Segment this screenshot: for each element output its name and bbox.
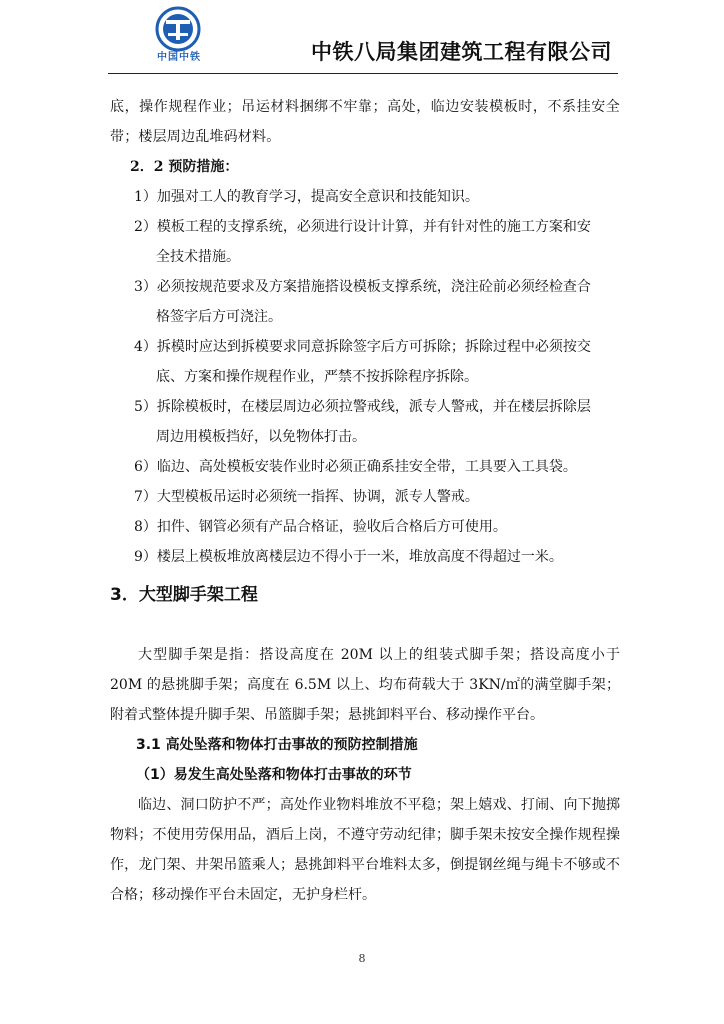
list-item: 1）加强对工人的教育学习，提高安全意识和技能知识。 (134, 189, 479, 205)
page-number: 8 (358, 952, 366, 965)
list-item-continuation: 周边用模板挡好，以免物体打击。 (156, 429, 366, 445)
list-item: 6）临边、高处模板安装作业时必须正确系挂安全带，工具要入工具袋。 (134, 459, 577, 475)
page-header (0, 0, 724, 82)
list-item: 8）扣件、钢管必须有产品合格证，验收后合格后方可使用。 (134, 519, 507, 535)
subsubsection-heading: （1）易发生高处坠落和物体打击事故的环节 (136, 767, 412, 783)
section-title: 3．大型脚手架工程 (110, 585, 258, 605)
company-name: 中铁八局集团建筑工程有限公司 (311, 40, 612, 64)
china-railway-logo (152, 6, 204, 52)
list-item: 4）拆模时应达到拆模要求同意拆除签字后方可拆除；拆除过程中必须按交 (134, 339, 591, 355)
list-item-continuation: 底、方案和操作规程作业，严禁不按拆除程序拆除。 (156, 369, 478, 385)
header-divider (108, 73, 618, 74)
list-item: 3）必须按规范要求及方案措施搭设模板支撑系统，浇注砼前必须经检查合 (134, 279, 591, 295)
list-item: 7）大型模板吊运时必须统一指挥、协调，派专人警戒。 (134, 489, 479, 505)
continuation-paragraph: 底，操作规程作业；吊运材料捆绑不牢靠；高处，临边安装模板时，不系挂安全带；楼层周边乱堆码材料。 (110, 99, 620, 145)
section-paragraph: 大型脚手架是指：搭设高度在 20M 以上的组装式脚手架；搭设高度小于 20M 的悬挑脚手架；高度在 6.5M 以上、均布荷载大于 3KN/㎡的满堂脚手架；附着式整体提升脚手架、吊篮脚手架；悬挑卸料平台、移动操作平台。 (110, 647, 620, 723)
logo-text: 中国中铁 (157, 52, 201, 63)
list-item: 9）楼层上模板堆放离楼层边不得小于一米，堆放高度不得超过一米。 (134, 549, 563, 565)
document-body (110, 92, 620, 910)
list-item-continuation: 全技术措施。 (156, 249, 240, 265)
list-item: 2）模板工程的支撑系统，必须进行设计计算，并有针对性的施工方案和安 (134, 219, 591, 235)
subsection-heading: 3.1 高处坠落和物体打击事故的预防控制措施 (136, 737, 418, 753)
list-item: 5）拆除模板时，在楼层周边必须拉警戒线，派专人警戒，并在楼层拆除层 (134, 399, 591, 415)
final-paragraph: 临边、洞口防护不严；高处作业物料堆放不平稳；架上嬉戏、打闹、向下抛掷物料；不使用劳保用品，酒后上岗，不遵守劳动纪律；脚手架未按安全操作规程操作，龙门架、井架吊篮乘人；悬挑卸料平台堆料太多，倒提钢丝绳与绳卡不够或不合格；移动操作平台未固定，无护身栏杆。 (110, 797, 620, 903)
subheading-prevention: 2．2 预防措施： (130, 159, 239, 175)
list-item-continuation: 格签字后方可浇注。 (156, 309, 282, 325)
